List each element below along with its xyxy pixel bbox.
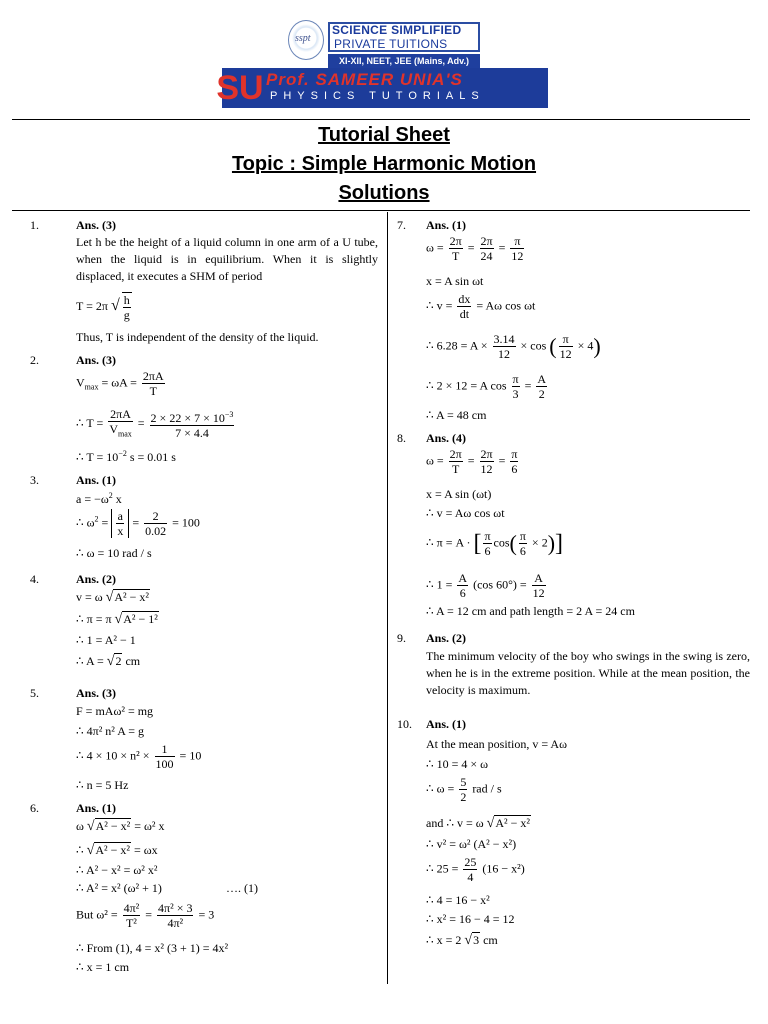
q6-line-2: ∴ √A² − x² = ωx bbox=[76, 843, 158, 858]
q7-line-1: ω = $\frac{2\pi}{T}$ = $\frac{2\pi}{24}$ = $\frac{\pi}{12}$ bbox=[426, 234, 524, 263]
q10-line-4: and ∴ v = ω √A² − x² bbox=[426, 816, 530, 831]
column-divider bbox=[387, 212, 388, 984]
q7-line-4: ∴ 6.28 = A × $\frac{3.14}{12}$ × cos ( $\frac{\pi}{12}$ × 4) bbox=[426, 332, 601, 361]
q10-line-7: ∴ 4 = 16 − x² bbox=[426, 893, 490, 907]
q8-line-5: ∴ 1 = $\frac{A}{6}$ (cos 60°) = $\frac{A}{12}$ bbox=[426, 571, 545, 600]
title-rule bbox=[12, 210, 750, 211]
q10-line-8: ∴ x² = 16 − 4 = 12 bbox=[426, 912, 515, 926]
q9-paragraph: The minimum velocity of the boy who swings in the swing is zero, when he is in the extreme position. While at the mean position, the velocity is maximum. bbox=[426, 649, 750, 697]
q3-line-3: ∴ ω = 10 rad / s bbox=[76, 546, 152, 560]
q7-line-5: ∴ 2 × 12 = A cos $\frac{\pi}{3}$ = $\frac{A}{2}$ bbox=[426, 372, 547, 401]
q7-line-6: ∴ A = 48 cm bbox=[426, 408, 487, 422]
q2-line-2: ∴ T = 2πA $V_{max}$ = $\frac{2 \times 22 \times 7 \times 10^{-3}}{7 \times 4.4}$ bbox=[76, 407, 234, 441]
q1-paragraph: Let h be the height of a liquid column in one arm of a U tube, when the liquid is in equilibrium. When it is slightly displaced, it executes a SHM of period bbox=[76, 235, 378, 283]
q7-line-2: x = A sin ωt bbox=[426, 274, 484, 288]
q6-line-6: ∴ From (1), 4 = x² (3 + 1) = 4x² bbox=[76, 941, 229, 955]
header-rule bbox=[12, 119, 750, 120]
q2-line-3: ∴ $T = 10^{-2}$ s = 0.01 s bbox=[76, 449, 176, 464]
q5-line-3: ∴ 4 × 10 × n² × $\frac{1}{100}$ = 10 bbox=[76, 742, 202, 771]
q3-line-2: ∴ $\omega^2$ = $\frac{a}{x}$ = $\frac{2}{0.02}$ = 100 bbox=[76, 509, 200, 538]
q10-line-2: ∴ 10 = 4 × ω bbox=[426, 757, 489, 771]
title-tutorial-sheet: Tutorial Sheet bbox=[318, 124, 450, 146]
logo2-name: Prof. SAMEER UNIA'S bbox=[266, 70, 463, 89]
q4-line-1: v = ω √A² − x² bbox=[76, 590, 149, 605]
q4-line-3: ∴ 1 = A² − 1 bbox=[76, 633, 136, 647]
q8-line-1: ω = $\frac{2\pi}{T}$ = $\frac{2\pi}{12}$ = $\frac{\pi}{6}$ bbox=[426, 447, 518, 476]
q8-line-4: ∴ π = A · [ $\frac{\pi}{6}$ cos( $\frac{\pi}{6}$ × 2)] bbox=[426, 529, 564, 558]
logo-tagline: XI-XII, NEET, JEE (Mains, Adv.) bbox=[328, 54, 480, 68]
q10-line-9: ∴ x = 2 √3 cm bbox=[426, 933, 498, 948]
q1-eq1: T = 2π √ $\frac{h}{g}$ bbox=[76, 293, 130, 322]
sameer-unia-logo bbox=[216, 68, 548, 108]
q5-line-2: ∴ 4π² n² A = g bbox=[76, 724, 144, 738]
title-solutions: Solutions bbox=[338, 182, 430, 204]
logo-line-1: SCIENCE SIMPLIFIED bbox=[332, 23, 462, 37]
q2-line-1: $V_{max} = \omega A$ = $\frac{2\pi A}{T}$ bbox=[76, 369, 164, 398]
q6-line-1: ω √A² − x² = ω² x bbox=[76, 819, 165, 834]
q10-line-1: At the mean position, v = Aω bbox=[426, 737, 567, 751]
q8-line-2: x = A sin (ωt) bbox=[426, 487, 492, 501]
q5-line-1: F = mAω² = mg bbox=[76, 704, 154, 718]
science-simplified-logo bbox=[288, 20, 480, 66]
su-mark-icon: SU bbox=[216, 69, 264, 107]
q10-line-5: ∴ v² = ω² (A² − x²) bbox=[426, 837, 517, 851]
title-topic: Topic : Simple Harmonic Motion bbox=[231, 153, 537, 175]
q3-line-1: $a = -\omega^2$ x bbox=[76, 491, 122, 506]
logo2-subtitle: PHYSICS TUTORIALS bbox=[270, 90, 485, 102]
q6-line-4: ∴ A² = x² (ω² + 1) …. (1) bbox=[76, 881, 258, 895]
page-header bbox=[0, 0, 768, 118]
q1-conclusion: Thus, T is independent of the density of the liquid. bbox=[76, 330, 319, 344]
logo-seal-icon: sspt bbox=[288, 20, 324, 60]
q4-line-4: ∴ A = √2 cm bbox=[76, 654, 141, 669]
q6-line-3: ∴ A² − x² = ω² x² bbox=[76, 863, 158, 877]
q10-line-6: ∴ 25 = $\frac{25}{4}$ (16 − x²) bbox=[426, 855, 525, 884]
q7-line-3: ∴ v = $\frac{dx}{dt}$ = Aω cos ωt bbox=[426, 292, 536, 321]
q6-line-5: But ω² = $\frac{\text{4π²}}{\text{T²}}$ = $\frac{\text{4π² × 3}}{\text{4π²}}$ = 3 bbox=[76, 901, 215, 930]
q6-line-7: ∴ x = 1 cm bbox=[76, 960, 130, 974]
q5-line-4: ∴ n = 5 Hz bbox=[76, 778, 129, 792]
q8-line-3: ∴ v = Aω cos ωt bbox=[426, 506, 505, 520]
q4-line-2: ∴ π = π √A² − 1² bbox=[76, 612, 158, 627]
q10-line-3: ∴ ω = $\frac{5}{2}$ rad / s bbox=[426, 775, 502, 804]
q8-line-6: ∴ A = 12 cm and path length = 2 A = 24 cm bbox=[426, 604, 635, 618]
logo-line-2: PRIVATE TUITIONS bbox=[334, 37, 448, 51]
